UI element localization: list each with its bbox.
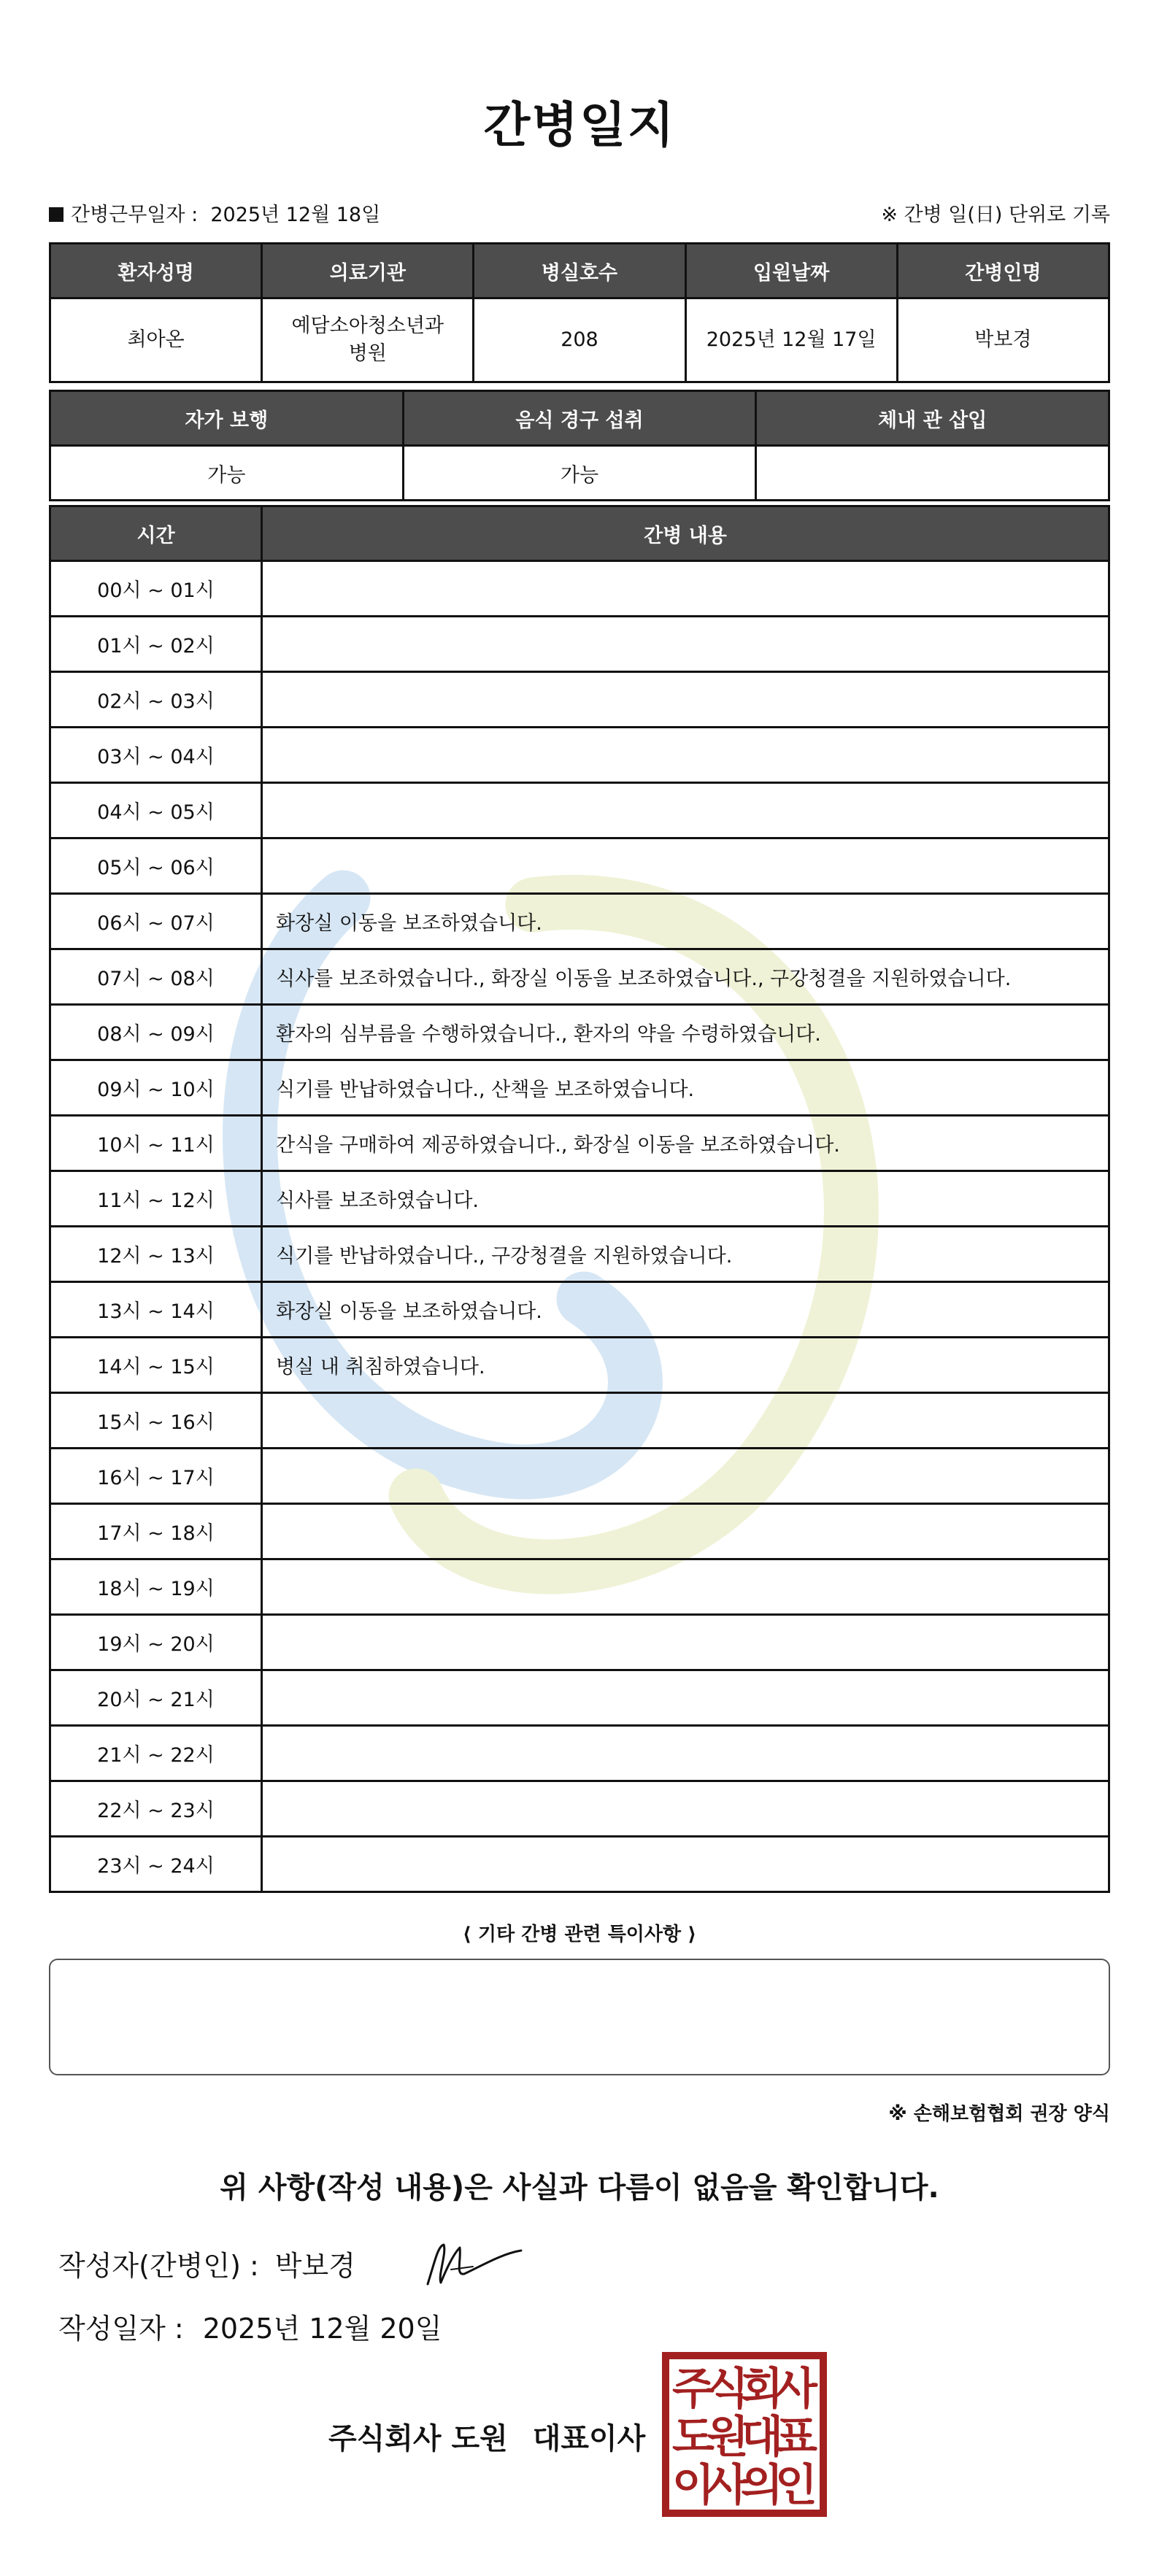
record-note: ※ 간병 일(日) 단위로 기록 xyxy=(881,204,1110,226)
svg-text:인: 인 xyxy=(775,2460,817,2511)
content-cell xyxy=(262,1504,1109,1559)
table-row xyxy=(50,1227,1109,1282)
svg-text:사: 사 xyxy=(706,2460,749,2511)
table-row xyxy=(50,1393,1109,1449)
work-date xyxy=(49,198,380,227)
company-seal-stamp xyxy=(661,2351,828,2518)
content-cell xyxy=(262,1726,1109,1781)
company-title: 대표이사 xyxy=(532,2422,646,2456)
admission-date: 2025년 12월 17일 xyxy=(685,298,897,382)
time-cell: 09시 ~ 10시 xyxy=(50,1060,262,1116)
table-row xyxy=(50,561,1109,617)
time-cell: 03시 ~ 04시 xyxy=(50,728,262,783)
work-date-value: 2025년 12월 18일 xyxy=(210,204,381,226)
svg-text:사: 사 xyxy=(775,2364,817,2415)
time-cell: 02시 ~ 03시 xyxy=(50,672,262,728)
content-cell xyxy=(262,1670,1109,1726)
time-cell: 10시 ~ 11시 xyxy=(50,1116,262,1171)
header-hospital: 의료기관 xyxy=(262,244,474,298)
time-cell: 08시 ~ 09시 xyxy=(50,1005,262,1060)
time-cell: 01시 ~ 02시 xyxy=(50,617,262,672)
table-row xyxy=(50,617,1109,672)
content-cell xyxy=(262,1559,1109,1615)
remarks-title: ⟨ 기타 간병 관련 특이사항 ⟩ xyxy=(462,1924,697,1946)
content-cell: 화장실 이동을 보조하였습니다. xyxy=(262,1282,1109,1338)
header-admission-date: 입원날짜 xyxy=(685,244,897,298)
svg-text:의: 의 xyxy=(741,2460,783,2511)
time-cell: 17시 ~ 18시 xyxy=(50,1504,262,1559)
writer-line xyxy=(58,2243,355,2283)
room-number: 208 xyxy=(474,298,685,382)
association-note: ※ 손해보험협회 권장 양식 xyxy=(888,2103,1110,2125)
svg-text:도: 도 xyxy=(672,2412,715,2463)
content-cell xyxy=(262,672,1109,728)
header-care-content: 간병 내용 xyxy=(262,506,1109,561)
table-row xyxy=(50,1726,1109,1781)
content-cell xyxy=(262,561,1109,617)
content-cell xyxy=(262,1615,1109,1670)
time-cell: 22시 ~ 23시 xyxy=(50,1781,262,1837)
header-caregiver: 간병인명 xyxy=(897,244,1109,298)
svg-text:식: 식 xyxy=(706,2364,749,2415)
hospital-name: 예담소아청소년과병원 xyxy=(262,298,474,382)
confirmation-statement: 위 사항(작성 내용)은 사실과 다름이 없음을 확인합니다. xyxy=(220,2171,939,2205)
table-row xyxy=(50,1171,1109,1227)
table-row xyxy=(50,949,1109,1005)
content-cell xyxy=(262,617,1109,672)
content-cell: 화장실 이동을 보조하였습니다. xyxy=(262,894,1109,949)
table-row xyxy=(50,1060,1109,1116)
content-cell xyxy=(262,1449,1109,1504)
table-row xyxy=(50,1449,1109,1504)
work-date-label: 간병근무일자 : xyxy=(71,204,199,226)
time-cell: 13시 ~ 14시 xyxy=(50,1282,262,1338)
square-bullet-icon xyxy=(49,207,63,222)
table-row xyxy=(50,728,1109,783)
content-cell xyxy=(262,728,1109,783)
svg-text:표: 표 xyxy=(775,2412,817,2463)
time-cell: 00시 ~ 01시 xyxy=(50,561,262,617)
table-row xyxy=(50,1116,1109,1171)
svg-text:대: 대 xyxy=(741,2412,783,2463)
table-row xyxy=(50,1559,1109,1615)
time-cell: 16시 ~ 17시 xyxy=(50,1449,262,1504)
table-row xyxy=(50,894,1109,949)
patient-info-table xyxy=(49,242,1110,383)
table-row xyxy=(50,1781,1109,1837)
header-patient-name: 환자성명 xyxy=(50,244,262,298)
table-row xyxy=(50,1615,1109,1670)
care-log-rows xyxy=(50,561,1109,1892)
content-cell xyxy=(262,1393,1109,1449)
caregiver-name: 박보경 xyxy=(897,298,1109,382)
table-row xyxy=(50,1504,1109,1559)
time-cell: 06시 ~ 07시 xyxy=(50,894,262,949)
content-cell: 식사를 보조하였습니다., 화장실 이동을 보조하였습니다., 구강청결을 지원하였습니다. xyxy=(262,949,1109,1005)
written-date-line xyxy=(58,2306,442,2346)
patient-name: 최아온 xyxy=(50,298,262,382)
time-cell: 15시 ~ 16시 xyxy=(50,1393,262,1449)
time-cell: 04시 ~ 05시 xyxy=(50,783,262,838)
svg-text:이: 이 xyxy=(672,2460,715,2511)
content-cell: 식사를 보조하였습니다. xyxy=(262,1171,1109,1227)
time-cell: 11시 ~ 12시 xyxy=(50,1171,262,1227)
time-cell: 18시 ~ 19시 xyxy=(50,1559,262,1615)
header-tube-insertion: 체내 관 삽입 xyxy=(756,391,1109,446)
svg-text:회: 회 xyxy=(741,2364,783,2415)
patient-status-table xyxy=(49,390,1110,501)
header-room: 병실호수 xyxy=(474,244,685,298)
company-line xyxy=(328,2415,645,2457)
table-row xyxy=(50,1670,1109,1726)
time-cell: 20시 ~ 21시 xyxy=(50,1670,262,1726)
content-cell xyxy=(262,1781,1109,1837)
header-walking: 자가 보행 xyxy=(50,391,404,446)
content-cell xyxy=(262,1837,1109,1892)
table-row xyxy=(50,783,1109,838)
oral-intake-status: 가능 xyxy=(403,446,756,501)
page-title: 간병일지 xyxy=(483,97,676,153)
care-log-table xyxy=(49,505,1110,1893)
time-cell: 23시 ~ 24시 xyxy=(50,1837,262,1892)
svg-text:주: 주 xyxy=(672,2364,715,2415)
content-cell: 식기를 반납하였습니다., 구강청결을 지원하였습니다. xyxy=(262,1227,1109,1282)
table-row xyxy=(50,1282,1109,1338)
content-cell: 병실 내 취침하였습니다. xyxy=(262,1338,1109,1393)
remarks-box xyxy=(49,1959,1110,2075)
tube-insertion-status xyxy=(756,446,1109,501)
written-date-label: 작성일자 : xyxy=(58,2313,184,2345)
time-cell: 19시 ~ 20시 xyxy=(50,1615,262,1670)
svg-text:원: 원 xyxy=(706,2412,749,2463)
table-row xyxy=(50,1005,1109,1060)
table-row xyxy=(50,1837,1109,1892)
table-row xyxy=(50,672,1109,728)
time-cell: 21시 ~ 22시 xyxy=(50,1726,262,1781)
writer-label: 작성자(간병인) : xyxy=(58,2250,259,2282)
table-row xyxy=(50,1338,1109,1393)
content-cell xyxy=(262,838,1109,894)
written-date-value: 2025년 12월 20일 xyxy=(202,2313,442,2345)
walking-status: 가능 xyxy=(50,446,404,501)
content-cell xyxy=(262,783,1109,838)
time-cell: 07시 ~ 08시 xyxy=(50,949,262,1005)
signature-mark xyxy=(422,2232,524,2290)
meta-row xyxy=(49,198,1110,228)
company-name: 주식회사 도원 xyxy=(328,2422,508,2456)
table-row xyxy=(50,838,1109,894)
header-oral-intake: 음식 경구 섭취 xyxy=(403,391,756,446)
header-time: 시간 xyxy=(50,506,262,561)
time-cell: 05시 ~ 06시 xyxy=(50,838,262,894)
time-cell: 14시 ~ 15시 xyxy=(50,1338,262,1393)
writer-name: 박보경 xyxy=(274,2250,355,2282)
content-cell: 환자의 심부름을 수행하였습니다., 환자의 약을 수령하였습니다. xyxy=(262,1005,1109,1060)
content-cell: 간식을 구매하여 제공하였습니다., 화장실 이동을 보조하였습니다. xyxy=(262,1116,1109,1171)
time-cell: 12시 ~ 13시 xyxy=(50,1227,262,1282)
content-cell: 식기를 반납하였습니다., 산책을 보조하였습니다. xyxy=(262,1060,1109,1116)
